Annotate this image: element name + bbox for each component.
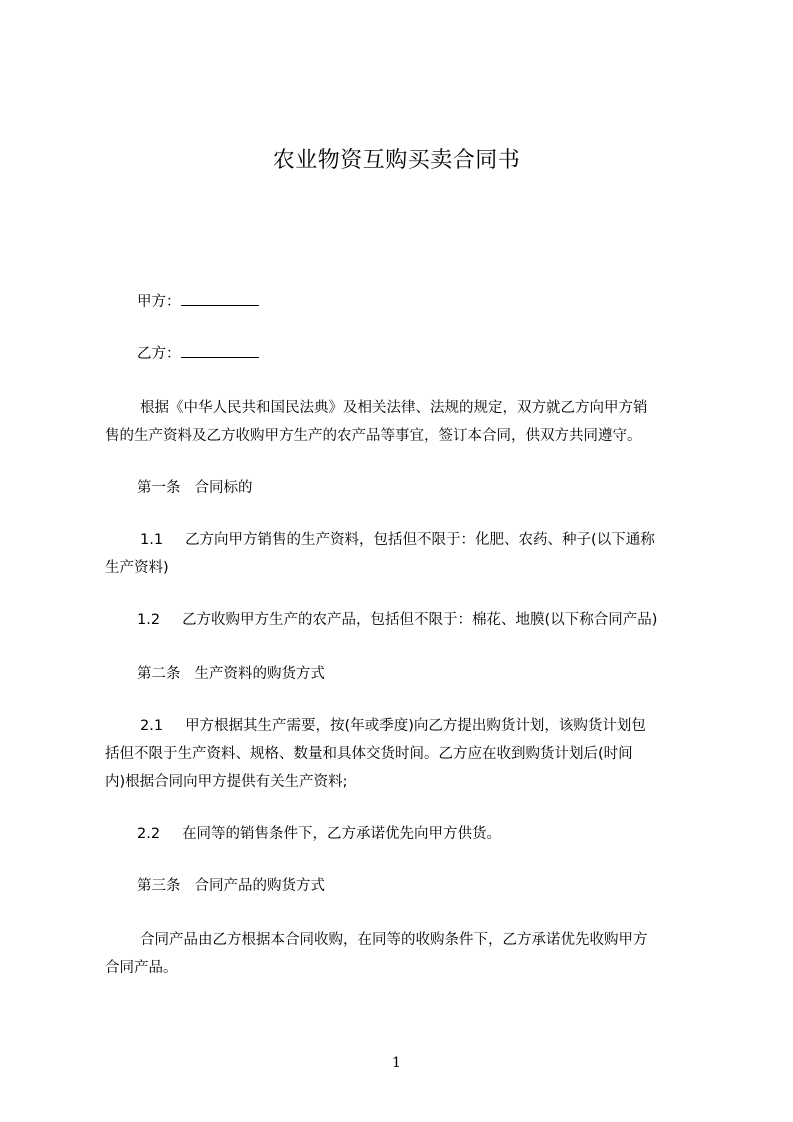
intro-line-2: 售的生产资料及乙方收购甲方生产的农产品等事宜，签订本合同，供双方共同遵守。 bbox=[105, 428, 642, 444]
party-b-blank bbox=[181, 343, 259, 358]
party-b-line bbox=[105, 340, 741, 368]
clause-2-2-line-1: 在同等的销售条件下，乙方承诺优先向甲方供货。 bbox=[182, 826, 502, 842]
clause-1-2 bbox=[105, 606, 741, 634]
page-number: 1 bbox=[392, 1055, 401, 1071]
clause-1-2-number: 1.2 bbox=[137, 612, 161, 628]
clause-2-1-line-2: 括但不限于生产资料、规格、数量和具体交货时间。乙方应在收到购货计划后(时间 bbox=[105, 746, 633, 762]
party-b-label: 乙方： bbox=[137, 346, 181, 362]
clause-2-1-number: 2.1 bbox=[140, 718, 164, 734]
clause-2-2 bbox=[105, 820, 741, 848]
article-3-title: 合同产品的购货方式 bbox=[194, 878, 325, 894]
party-a-label: 甲方： bbox=[137, 294, 181, 310]
clause-1-1-number: 1.1 bbox=[140, 532, 164, 548]
clause-1-2-line-1: 乙方收购甲方生产的农产品，包括但不限于：棉花、地膜(以下称合同产品) bbox=[182, 612, 658, 628]
clause-2-1-line-1: 甲方根据其生产需要，按(年或季度)向乙方提出购货计划，该购货计划包 bbox=[185, 718, 646, 734]
article-3-line-2: 合同产品。 bbox=[105, 960, 178, 976]
clause-2-2-number: 2.2 bbox=[137, 826, 161, 842]
clause-2-1-line-3: 内)根据合同向甲方提供有关生产资料; bbox=[105, 774, 348, 790]
clause-1-1-line-2: 生产资料) bbox=[105, 560, 169, 576]
article-2-number: 第二条 bbox=[137, 666, 181, 682]
article-1-heading bbox=[105, 474, 741, 502]
intro-paragraph bbox=[105, 394, 709, 450]
article-3-number: 第三条 bbox=[137, 878, 181, 894]
party-a-line bbox=[105, 288, 741, 316]
article-1-number: 第一条 bbox=[137, 480, 181, 496]
party-a-blank bbox=[181, 291, 259, 306]
article-1-title: 合同标的 bbox=[194, 480, 253, 496]
document-title: 农业物资互购买卖合同书 bbox=[272, 148, 521, 173]
article-2-heading bbox=[105, 660, 741, 688]
article-3-line-1: 合同产品由乙方根据本合同收购，在同等的收购条件下，乙方承诺优先收购甲方 bbox=[140, 932, 648, 948]
article-2-title: 生产资料的购货方式 bbox=[194, 666, 325, 682]
clause-1-1-line-1: 乙方向甲方销售的生产资料，包括但不限于：化肥、农药、种子(以下通称 bbox=[185, 532, 655, 548]
article-3-heading bbox=[105, 872, 741, 900]
clause-1-1 bbox=[105, 526, 709, 582]
article-3-paragraph bbox=[105, 926, 709, 982]
intro-line-1: 根据《中华人民共和国民法典》及相关法律、法规的规定，双方就乙方向甲方销 bbox=[140, 400, 648, 416]
clause-2-1 bbox=[105, 712, 709, 796]
